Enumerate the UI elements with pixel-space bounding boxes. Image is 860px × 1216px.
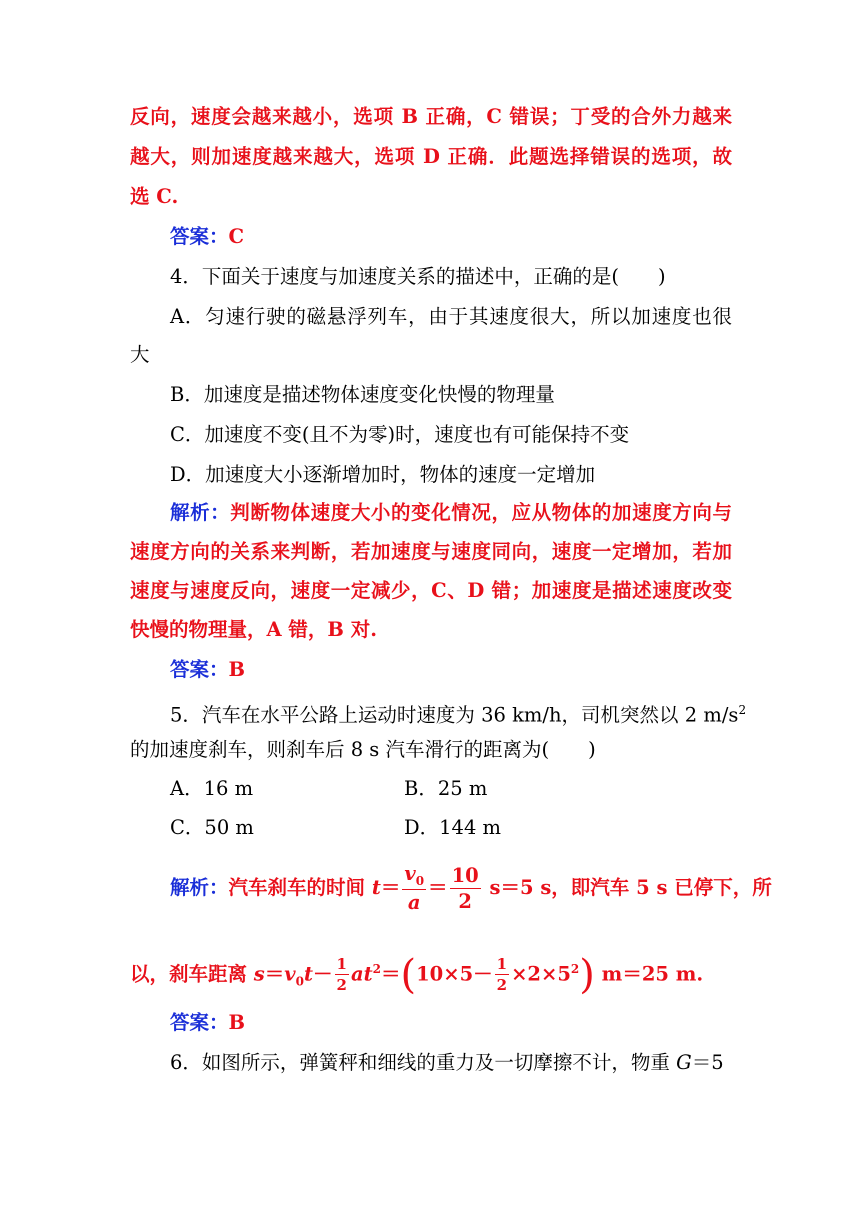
formula-inner: ×2×5 <box>511 962 571 986</box>
option-c: C．50 m <box>170 816 254 839</box>
fraction-numerator: 1 <box>336 955 347 973</box>
analysis-text-line: 速度方向的关系来判断，若加速度与速度同向，速度一定增加，若加 <box>130 540 732 563</box>
answer-label: 答案： <box>170 1011 229 1034</box>
fraction-half <box>495 957 509 993</box>
var-G: G <box>676 1051 692 1074</box>
var-v: v <box>284 962 296 986</box>
analysis-text: 以，刹车距离 <box>130 962 254 986</box>
paren-close: ) <box>579 952 595 998</box>
fraction-10-over-2 <box>450 866 481 911</box>
answer-line <box>170 1008 732 1038</box>
option-a-cont: 大 <box>130 343 150 366</box>
var-t: t <box>371 876 381 899</box>
fraction-numerator <box>402 864 426 890</box>
paren-open: ( <box>400 952 417 998</box>
option-a: A．16 m <box>170 777 254 800</box>
question-stem-text: ＝5 <box>691 1051 724 1074</box>
superscript: 2 <box>738 703 747 717</box>
analysis-text-line: 选 C. <box>130 185 179 208</box>
answer-value: C <box>228 225 245 248</box>
fraction-denominator: a <box>407 891 421 915</box>
equals: ＝ <box>264 962 285 986</box>
fraction-numerator: 1 <box>496 955 508 973</box>
question-stem-cont: 的加速度刹车，则刹车后 8 s 汽车滑行的距离为( ) <box>130 738 596 761</box>
option-d: D．144 m <box>404 816 502 839</box>
fraction-denominator: 2 <box>336 976 347 994</box>
question-stem <box>170 695 747 731</box>
superscript: 2 <box>372 962 381 976</box>
answer-label: 答案： <box>170 658 229 681</box>
var-v: v <box>404 862 416 886</box>
answer-line <box>170 655 732 685</box>
question-stem <box>170 1048 732 1078</box>
answer-value: B <box>228 1011 245 1034</box>
analysis-text: 判断物体速度大小的变化情况，应从物体的加速度方向与 <box>230 501 732 524</box>
equals: ＝ <box>380 962 401 986</box>
fraction-half <box>335 957 349 993</box>
equals: ＝ <box>428 876 448 899</box>
fraction-numerator: 10 <box>451 864 479 887</box>
analysis-line <box>170 498 732 528</box>
options-row <box>170 774 732 804</box>
option-b: B．25 m <box>404 777 488 800</box>
superscript: 2 <box>570 962 580 976</box>
analysis-text-line: 速度与速度反向，速度一定减少，C、D 错；加速度是描述速度改变 <box>130 579 732 602</box>
formula-inner: 10×5－ <box>416 962 493 986</box>
analysis-text: s＝5 s，即汽车 5 s 已停下，所 <box>482 876 772 899</box>
analysis-label: 解析： <box>170 501 231 524</box>
subscript: 0 <box>295 974 304 989</box>
analysis-label: 解析： <box>170 876 229 899</box>
question-stem-text: 5．汽车在水平公路上运动时速度为 36 km/h，司机突然以 2 m/s <box>170 703 739 727</box>
analysis-text-line: 反向，速度会越来越小，选项 B 正确，C 错误；丁受的合外力越来 <box>130 105 732 128</box>
equals: ＝ <box>380 876 401 899</box>
option-a: A．匀速行驶的磁悬浮列车，由于其速度很大，所以加速度也很 <box>170 305 732 328</box>
fraction-denominator: 2 <box>458 889 472 913</box>
var-t: t <box>304 962 314 986</box>
analysis-text-line: 越大，则加速度越来越大，选项 D 正确．此题选择错误的选项，故 <box>130 145 732 168</box>
answer-line <box>170 222 732 252</box>
answer-label: 答案： <box>170 225 229 248</box>
question-stem-text: 6．如图所示，弹簧秤和细线的重力及一切摩擦不计，物重 <box>170 1051 677 1074</box>
options-row <box>170 813 732 843</box>
option-c: C．加速度不变(且不为零)时，速度也有可能保持不变 <box>170 423 630 446</box>
subscript: 0 <box>415 874 425 889</box>
option-b: B．加速度是描述物体速度变化快慢的物理量 <box>170 383 555 406</box>
analysis-formula-line <box>170 862 772 915</box>
var-s: s <box>253 962 265 986</box>
minus: － <box>313 962 333 986</box>
question-stem: 4．下面关于速度与加速度关系的描述中，正确的是( ) <box>170 265 666 288</box>
fraction-v0-over-a <box>402 862 426 915</box>
analysis-text: 汽车刹车的时间 <box>228 876 372 899</box>
option-d: D．加速度大小逐渐增加时，物体的速度一定增加 <box>170 463 596 486</box>
fraction-denominator: 2 <box>496 976 508 994</box>
var-at: at <box>350 962 373 986</box>
answer-value: B <box>228 658 245 681</box>
analysis-formula-line <box>130 940 732 998</box>
analysis-text: m＝25 m. <box>594 962 704 986</box>
analysis-text-line: 快慢的物理量，A 错，B 对. <box>130 618 377 641</box>
